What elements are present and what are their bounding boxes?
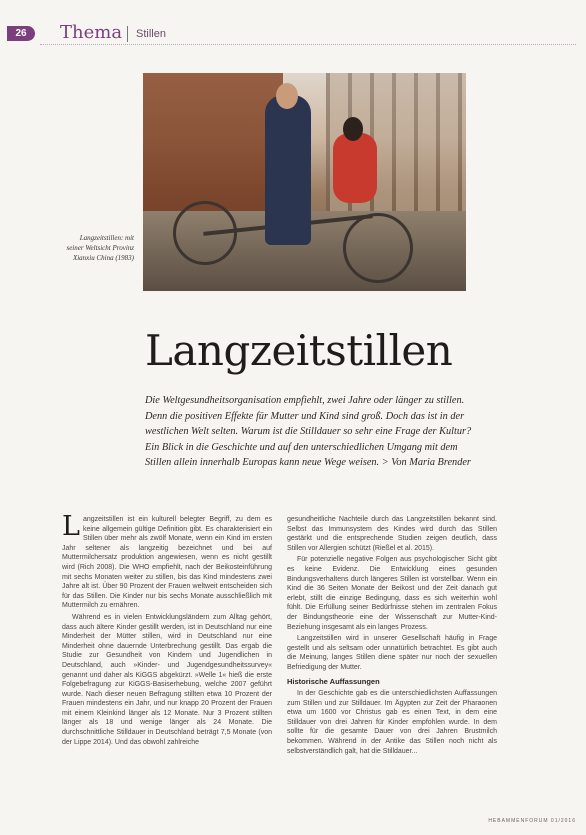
body-paragraph: gesundheitliche Nachteile durch das Langzeitstillen bekannt sind. Selbst das Immunsystem des Kindes wird durch das Stillen gestärkt und die entsprechende Studien zeigen deutlich, dass Stillen vor Allergien schützt (Rießel et al. 2015). [287,516,497,552]
photo-woman-head [343,117,363,141]
byline: > Von Maria Brender [381,457,471,468]
body-column-2 [287,515,497,758]
photo-caption: Langzeitstillen: mit seiner Weltsicht Provinz Xianxiu China (1983) [66,234,134,262]
photo-man-head [276,83,298,109]
page-header [0,0,586,60]
header-separator [127,26,128,42]
lead-text: Die Weltgesundheitsorganisation empfiehlt, zwei Jahre oder länger zu stillen. Denn die positiven Effekte für Mutter und Kind sind groß. Doch das ist in der westlichen Welt selten. Warum ist die Stilldauer so sehr eine Frage der Kultur? Ein Blick in die Geschichte und auf den unterschiedlichen Umgang mit dem Stillen allein innerhalb Europas kann neue Wege weisen. [145,395,472,468]
article-lead [145,393,483,471]
article-title: Langzeitstillen [145,326,453,375]
header-rule [40,44,576,45]
body-paragraph [62,511,272,611]
page-footer: HEBAMMENFORUM 01/2016 [488,818,576,824]
photo-man [265,95,311,245]
paragraph-text: angzeitstillen ist ein kulturell belegter Begriff, zu dem es keine allgemein gültige Definition gibt. Es charakterisiert ein Stillen über mehr als zwölf Monate, wenn ein Kind im ersten Jahr seltener als langzeitig bezeichnet und bei auf Muttermilchersatz produktion angewiesen, wenn es nicht gestillt wird (Rich 2008). Die WHO empfiehlt, nach der Beikosteinführung mit sechs Monaten weiter zu stillen, bis das Kind mindestens zwei Jahre alt ist. Über 90 Prozent der Frauen weltweit entscheiden sich für das Stillen. Die Kinder nur bis sechs Monate ausschließlich mit Muttermilch zu ernähren. [62,516,272,610]
drop-cap: L [62,511,80,542]
body-paragraph: Langzeitstillen wird in unserer Gesellschaft häufig in Frage gestellt und als seltsam oder unnatürlich betrachtet. Es gibt auch die Meinung, langes Stillen diene später nur noch der sexuellen Befriedigung der Mutter. [287,635,497,671]
page-number: 26 [7,26,35,41]
subheading: Historische Auffassungen [287,676,380,686]
body-column-1 [62,511,272,749]
photo-wheel-rear [173,201,237,265]
rubrik-label: Stillen [136,28,166,40]
photo-woman [333,133,377,203]
photo-wheel-front [343,213,413,283]
body-paragraph: In der Geschichte gab es die unterschiedlichsten Auffassungen zum Stillen und zur Stilldauer. Im Ägypten zur Zeit der Pharaonen etwa um 1600 vor Christus gab es einen Text, in dem eine Stilldauer von drei Jahren für Kinder empfohlen wurde. In dem sollte für die gesamte Dauer von drei Jahren Brustmilch bekommen. Während in der Antike das Stillen noch nicht als selbstverständlich galt, hat die Stilldauer... [287,690,497,755]
article-photo [143,73,466,291]
body-paragraph: Während es in vielen Entwicklungsländern zum Alltag gehört, dass auch ältere Kinder gestillt werden, ist in Deutschland nur eine Minderheit der Mütter stillen, wird in Deutschland nur eine Minderheit ohne dauernde Unterbrechung gestillt. Das ergab die Studie zur Gesundheit von Kindern und Jugendlichen in Deutschland, auch »Kinder- und Jugendgesundheitssurvey« genannt und daher als KiGGS abgekürzt. »Welle 1« hieß die erste Folgebefragung zur KiGGS-Basiserhebung, welche 2007 geführt wurde. Nach dieser neuen Befragung stillten etwa 10 Prozent der Frauen mindestens ein Jahr, und nur knapp 20 Prozent der Frauen mit einem Kleinkind länger als 12 Monate. Nur 3 Prozent stillten länger als 18 und wenige länger als 24 Monate. Die durchschnittliche Stilldauer in Deutschland beträgt 7,5 Monate (von der Lippe 2014). Und das obwohl zahlreiche [62,613,272,746]
body-paragraph: Für potenzielle negative Folgen aus psychologischer Sicht gibt es keine Evidenz. Die Entwicklung eines gesunden Bindungsverhaltens durch längeres Stillen ist vorstellbar. Wenn ein Kind die 36 Seiten Monate der Beikost und der Zeit danach gut erlebt, stillt die einzige Bedingung, dass es sich weiterhin wohl fühlt. Die Erfüllung seiner Bedürfnisse stehen im zentralen Fokus der Bindungstheorie eine der Wissenschaft zur Mutter-Kind-Beziehung insgesamt als ein langes Prozess. [287,556,497,631]
section-label: Thema [60,22,123,43]
